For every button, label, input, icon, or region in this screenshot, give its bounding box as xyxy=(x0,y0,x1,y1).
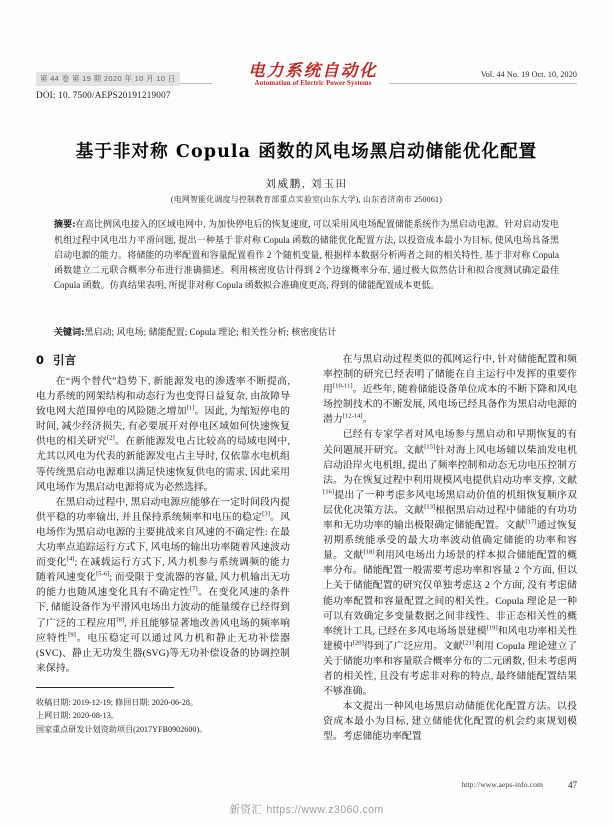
doi-line: DOI: 10. 7500/AEPS20191219007 xyxy=(36,89,171,100)
abstract xyxy=(54,217,559,293)
section-title: 引言 xyxy=(53,354,77,367)
author-list: 刘威鹏, 刘玉田 xyxy=(265,179,348,190)
paragraph: 在与黑启动过程类似的孤网运行中, 针对储能配置和频率控制的研究已经表明了储能在自主运行中发挥的重要作用[10-11]。近些年, 随着储能设备单位成本的不断下降和风电场控制技术的不断发展, 风电场已经具备作为黑启动电源的潜力[12-14]。 xyxy=(323,354,577,426)
column-left xyxy=(36,352,290,737)
watermark xyxy=(0,802,613,817)
masthead xyxy=(36,62,577,102)
footnote-item: 收稿日期: 2019-12-19; 修回日期: 2020-06-28。 xyxy=(36,697,199,707)
volume-issue-date-en: Vol. 44 No. 19 Oct. 10, 2020 xyxy=(480,70,577,79)
paragraph: 在黑启动过程中, 黑启动电源应能够在一定时间段内提供平稳的功率输出, 并且保持系统频率和电压的稳定[3]。风电场作为黑启动电源的主要挑战来自风速的不确定性: 在最大功率点追踪运行方式下, 风电场的输出功率随着风速波动而变化[4]; 在减载运行方式下, 风力机参与系统调频的能力随着风速变化[5-6]; 而受限于变流器的容量, 风力机输出无功的能力也随风速变化具有不确定性[7]。在变化风速的条件下, 储能设备作为平滑风电场出力波动的能量缓存已经得到了广泛的工程应用[8], 并且能够显著地改善风电场的频率响应特性[9]。电压稳定可以通过风力机和静止无功补偿器(SVC)、静止无功发生器(SVG)等无功补偿设备的协调控制来保持。 xyxy=(36,496,290,674)
abstract-text: 在高比例风电接入的区域电网中, 为加快停电后的恢复速度, 可以采用风电场配置储能系统作为黑启动电源。针对启动发电机组过程中风电出力平滑问题, 提出一种基于非对称 Copula 函数的储能优化配置方法, 以投资成本最小为目标, 使风电场具备黑启动电源的能力。将储能的功率配置和容量配置看作 2 个随机变量, 根据样本数据分析两者之间的相关特性, 基于非对称 Copula 函数建立二元联合概率分布进行准确描述。利用核密度估计得到 2 个边缘概率分布, 通过极大似然估计和拟合度测试确定最佳 Copula 函数。仿真结果表明, 所提非对称 Copula 函数拟合准确度更高, 得到的储能配置成本更低。 xyxy=(54,219,559,291)
page-number: 47 xyxy=(568,780,577,790)
abstract-label: 摘要: xyxy=(54,220,76,230)
keywords xyxy=(54,325,559,341)
watermark-label: 新资汇 xyxy=(229,804,263,816)
journal-title-cn: 电力系统自动化 xyxy=(248,61,378,80)
body-columns xyxy=(36,352,577,782)
volume-issue-date: 第 44 卷 第 19 期 2020 年 10 月 10 日 xyxy=(36,72,180,86)
journal-logo xyxy=(208,62,418,87)
page-title: 基于非对称 Copula 函数的风电场黑启动储能优化配置 xyxy=(75,142,538,162)
footnote-item: 上网日期: 2020-08-13。 xyxy=(36,711,119,721)
footnotes xyxy=(36,696,290,737)
masthead-left xyxy=(36,68,226,100)
keywords-label: 关键词: xyxy=(54,328,85,338)
column-right xyxy=(323,352,577,744)
journal-url[interactable]: http://www.aeps-info.com xyxy=(461,780,543,789)
section-heading xyxy=(36,352,290,368)
footnote-divider xyxy=(36,687,174,688)
footnote-item: 国家重点研发计划资助项目(2017YFB0902600)。 xyxy=(36,725,208,735)
affiliation: (电网智能化调度与控制教育部重点实验室(山东大学), 山东省济南市 250061) xyxy=(170,195,443,204)
paragraph: 本文提出一种风电场黑启动储能优化配置方法。以投资成本最小为目标, 建立储能优化配置的机会约束规划模型。考虑储能功率配置 xyxy=(323,701,577,743)
section-number: 0 xyxy=(36,354,45,367)
paragraph: 在“两个替代”趋势下, 新能源发电的渗透率不断提高, 电力系统的网架结构和动态行为也变得日益复杂, 由故障导致电网大范围停电的风险随之增加[1]。因此, 为缩短停电的时间, 减少经济损失, 有必要展开对停电区域如何快速恢复供电的相关研究[2]。在新能源发电占比较高的局域电网中, 尤其以风电为代表的新能源发电占主导时, 仅依靠水电机组等传统黑启动电源难以满足快速恢复供电的需求, 因此采用风电场作为黑启动电源将成为必然选择。 xyxy=(36,376,290,493)
watermark-url: https://www.z3060.com xyxy=(266,804,384,816)
journal-title-en: Automation of Electric Power Systems xyxy=(254,80,372,88)
paragraph: 已经有专家学者对风电场参与黑启动和早期恢复的有关问题展开研究。文献[15]针对海上风电场辅以柴油发电机启动沿岸火电机组, 提出了频率控制和动态无功电压控制方法。为在恢复过程中利用规模风电提供启动功率支撑, 文献[16]提出了一种考虑多风电场黑启动价值的机组恢复顺序双层优化决策方法。文献[13]根据黑启动过程中储能的有功功率和无功功率的输出极限确定储能配置。文献[17]通过恢复初期系统能承受的最大功率波动值确定储能的功率和容量。文献[18]利用风电场出力场景的样本拟合储能配置的概率分布。储能配置一般需要考虑功率和容量 2 个方面, 但以上关于储能配置的研究仅单独考虑这 2 个方面, 没有考虑储能功率配置和容量配置之间的相关性。Copula 理论是一种可以有效确定多变量数据之间非线性、非正态相关性的概率统计工具, 已经在多风电场场景建模[19]和风电功率相关性建模中[20]得到了广泛应用。文献[21]利用 Copula 理论建立了关于储能功率和容量联合概率分布的二元函数, 但未考虑两者的相关性, 且没有考虑非对称的特点, 最终储能配置结果不够准确。 xyxy=(323,429,577,698)
keywords-text: 黑启动; 风电场; 储能配置; Copula 理论; 相关性分析; 核密度估计 xyxy=(84,327,337,337)
page-footer xyxy=(36,780,577,792)
